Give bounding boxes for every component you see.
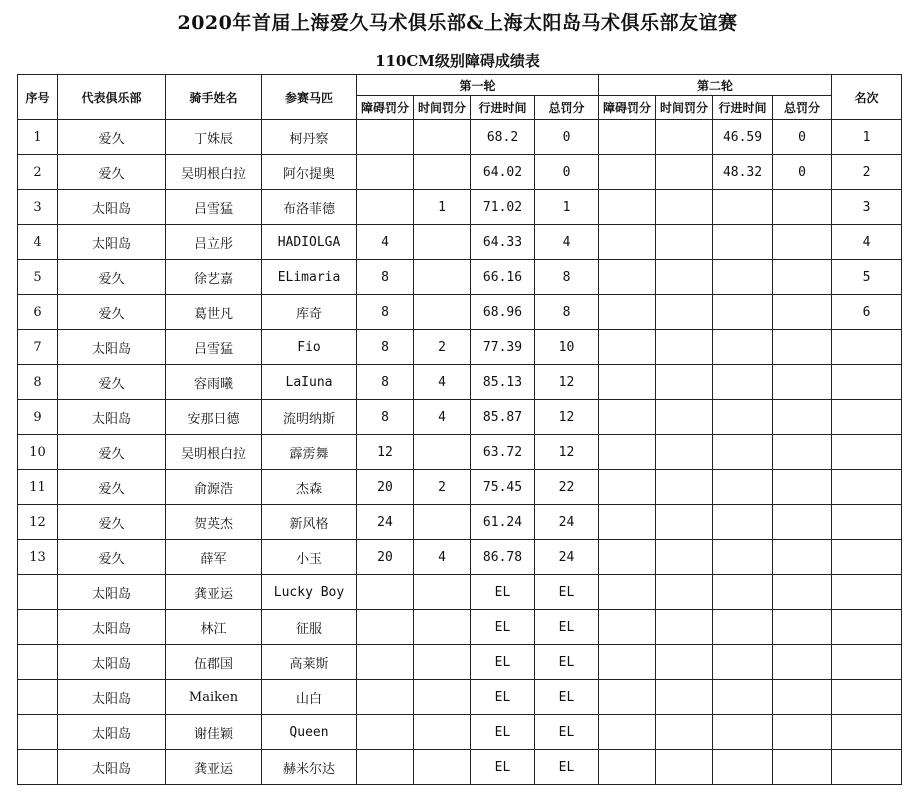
cell-r1-obs bbox=[357, 575, 414, 610]
table-row bbox=[18, 330, 902, 365]
cell-r1-obs: 8 bbox=[357, 400, 414, 435]
cell-r1-time bbox=[414, 750, 471, 785]
cell-club: 爱久 bbox=[58, 470, 166, 505]
header-rider: 骑手姓名 bbox=[166, 75, 262, 120]
cell-r2-total bbox=[773, 540, 832, 575]
cell-horse: 布洛菲德 bbox=[262, 190, 357, 225]
cell-r1-travel: EL bbox=[471, 575, 535, 610]
cell-rank bbox=[832, 610, 902, 645]
cell-r1-travel: 61.24 bbox=[471, 505, 535, 540]
cell-horse: 新风格 bbox=[262, 505, 357, 540]
cell-r1-total: EL bbox=[535, 645, 599, 680]
header-r2-obstacle: 障碍罚分 bbox=[599, 96, 656, 120]
cell-club: 爱久 bbox=[58, 505, 166, 540]
cell-r1-time bbox=[414, 295, 471, 330]
cell-r2-total bbox=[773, 365, 832, 400]
cell-r2-total bbox=[773, 680, 832, 715]
cell-r1-obs bbox=[357, 155, 414, 190]
cell-r2-total bbox=[773, 260, 832, 295]
cell-no: 9 bbox=[18, 400, 58, 435]
cell-club: 爱久 bbox=[58, 435, 166, 470]
header-round-2: 第二轮 bbox=[599, 75, 832, 96]
cell-r2-time bbox=[656, 330, 713, 365]
cell-r2-time bbox=[656, 260, 713, 295]
cell-club: 太阳岛 bbox=[58, 750, 166, 785]
cell-no bbox=[18, 680, 58, 715]
cell-rider: 吴明根白拉 bbox=[166, 435, 262, 470]
cell-r1-travel: 68.2 bbox=[471, 120, 535, 155]
table-row bbox=[18, 680, 902, 715]
cell-r1-travel: EL bbox=[471, 750, 535, 785]
cell-r1-obs: 4 bbox=[357, 225, 414, 260]
cell-rider: 丁姝辰 bbox=[166, 120, 262, 155]
cell-no: 5 bbox=[18, 260, 58, 295]
cell-horse: 流明纳斯 bbox=[262, 400, 357, 435]
cell-r1-total: EL bbox=[535, 680, 599, 715]
cell-rider: 吴明根白拉 bbox=[166, 155, 262, 190]
table-body bbox=[18, 120, 902, 785]
cell-r2-obs bbox=[599, 295, 656, 330]
header-r1-travel-time: 行进时间 bbox=[471, 96, 535, 120]
cell-r2-total bbox=[773, 505, 832, 540]
header-r1-time-penalty: 时间罚分 bbox=[414, 96, 471, 120]
cell-rider: 林江 bbox=[166, 610, 262, 645]
cell-rider: 吕雪猛 bbox=[166, 190, 262, 225]
cell-r2-total bbox=[773, 330, 832, 365]
page-subtitle: 110CM级别障碍成绩表 bbox=[375, 52, 540, 70]
cell-r1-travel: 68.96 bbox=[471, 295, 535, 330]
page-title: 2020年首届上海爱久马术俱乐部&上海太阳岛马术俱乐部友谊赛 bbox=[177, 12, 738, 34]
cell-no: 12 bbox=[18, 505, 58, 540]
cell-horse: 高莱斯 bbox=[262, 645, 357, 680]
cell-r1-total: 10 bbox=[535, 330, 599, 365]
cell-r1-travel: EL bbox=[471, 610, 535, 645]
cell-r2-obs bbox=[599, 715, 656, 750]
cell-r1-time bbox=[414, 680, 471, 715]
table-row bbox=[18, 155, 902, 190]
cell-r2-travel bbox=[713, 260, 773, 295]
cell-r2-travel bbox=[713, 750, 773, 785]
cell-r2-obs bbox=[599, 155, 656, 190]
cell-horse: 霹雳舞 bbox=[262, 435, 357, 470]
cell-rank bbox=[832, 575, 902, 610]
cell-no bbox=[18, 750, 58, 785]
cell-r2-time bbox=[656, 540, 713, 575]
table-row bbox=[18, 120, 902, 155]
cell-r2-total bbox=[773, 190, 832, 225]
cell-horse: 征服 bbox=[262, 610, 357, 645]
cell-no: 6 bbox=[18, 295, 58, 330]
cell-club: 太阳岛 bbox=[58, 330, 166, 365]
cell-rank: 6 bbox=[832, 295, 902, 330]
cell-rank bbox=[832, 645, 902, 680]
cell-club: 爱久 bbox=[58, 155, 166, 190]
cell-r2-total bbox=[773, 435, 832, 470]
cell-r1-total: 22 bbox=[535, 470, 599, 505]
cell-rider: 徐艺嘉 bbox=[166, 260, 262, 295]
cell-r2-travel bbox=[713, 365, 773, 400]
cell-r2-obs bbox=[599, 680, 656, 715]
cell-r2-travel bbox=[713, 680, 773, 715]
cell-r1-time bbox=[414, 225, 471, 260]
cell-r1-obs bbox=[357, 610, 414, 645]
cell-r1-obs: 24 bbox=[357, 505, 414, 540]
cell-r2-obs bbox=[599, 575, 656, 610]
cell-r1-travel: 86.78 bbox=[471, 540, 535, 575]
cell-no: 8 bbox=[18, 365, 58, 400]
table-row bbox=[18, 610, 902, 645]
cell-no bbox=[18, 575, 58, 610]
cell-r1-total: 12 bbox=[535, 435, 599, 470]
cell-r2-obs bbox=[599, 400, 656, 435]
table-row bbox=[18, 540, 902, 575]
cell-club: 爱久 bbox=[58, 260, 166, 295]
cell-r2-total bbox=[773, 400, 832, 435]
cell-horse: LaIuna bbox=[262, 365, 357, 400]
cell-no: 4 bbox=[18, 225, 58, 260]
table-row bbox=[18, 575, 902, 610]
cell-r1-total: 4 bbox=[535, 225, 599, 260]
cell-rider: Maiken bbox=[166, 680, 262, 715]
cell-r1-obs bbox=[357, 715, 414, 750]
cell-horse: HADIOLGA bbox=[262, 225, 357, 260]
cell-r1-time: 4 bbox=[414, 540, 471, 575]
cell-r1-total: EL bbox=[535, 610, 599, 645]
table-row bbox=[18, 470, 902, 505]
cell-r1-obs: 8 bbox=[357, 295, 414, 330]
cell-r2-total bbox=[773, 575, 832, 610]
cell-r2-travel: 48.32 bbox=[713, 155, 773, 190]
table-row bbox=[18, 505, 902, 540]
cell-r1-time bbox=[414, 610, 471, 645]
cell-r2-total: 0 bbox=[773, 155, 832, 190]
cell-r1-time bbox=[414, 260, 471, 295]
table-row bbox=[18, 750, 902, 785]
cell-r2-travel bbox=[713, 470, 773, 505]
cell-horse: Queen bbox=[262, 715, 357, 750]
cell-r2-travel bbox=[713, 715, 773, 750]
cell-r1-obs bbox=[357, 120, 414, 155]
results-table bbox=[17, 74, 902, 785]
cell-rank bbox=[832, 435, 902, 470]
cell-r1-time bbox=[414, 645, 471, 680]
cell-r1-time: 1 bbox=[414, 190, 471, 225]
cell-rider: 龚亚运 bbox=[166, 750, 262, 785]
header-r2-time-penalty: 时间罚分 bbox=[656, 96, 713, 120]
cell-r2-travel bbox=[713, 400, 773, 435]
header-r1-obstacle: 障碍罚分 bbox=[357, 96, 414, 120]
cell-r2-time bbox=[656, 400, 713, 435]
cell-r2-time bbox=[656, 470, 713, 505]
cell-r2-time bbox=[656, 190, 713, 225]
table-row bbox=[18, 365, 902, 400]
cell-rank bbox=[832, 505, 902, 540]
cell-club: 爱久 bbox=[58, 540, 166, 575]
cell-club: 爱久 bbox=[58, 295, 166, 330]
cell-r2-time bbox=[656, 680, 713, 715]
cell-r2-obs bbox=[599, 435, 656, 470]
cell-r1-obs bbox=[357, 680, 414, 715]
cell-r2-travel bbox=[713, 295, 773, 330]
cell-r1-obs bbox=[357, 190, 414, 225]
cell-club: 太阳岛 bbox=[58, 225, 166, 260]
cell-no bbox=[18, 610, 58, 645]
cell-r2-obs bbox=[599, 470, 656, 505]
cell-rider: 吕雪猛 bbox=[166, 330, 262, 365]
cell-r2-obs bbox=[599, 750, 656, 785]
cell-r1-obs: 8 bbox=[357, 330, 414, 365]
cell-r2-time bbox=[656, 295, 713, 330]
cell-r2-obs bbox=[599, 330, 656, 365]
cell-r2-travel bbox=[713, 505, 773, 540]
cell-rider: 薛军 bbox=[166, 540, 262, 575]
cell-horse: Fio bbox=[262, 330, 357, 365]
cell-r2-obs bbox=[599, 365, 656, 400]
cell-r1-total: 1 bbox=[535, 190, 599, 225]
cell-r1-total: EL bbox=[535, 715, 599, 750]
cell-r1-obs: 20 bbox=[357, 540, 414, 575]
cell-rider: 吕立彤 bbox=[166, 225, 262, 260]
cell-r2-total bbox=[773, 715, 832, 750]
cell-r1-travel: EL bbox=[471, 680, 535, 715]
header-no: 序号 bbox=[18, 75, 58, 120]
cell-rank bbox=[832, 715, 902, 750]
cell-r1-total: 24 bbox=[535, 505, 599, 540]
table-row bbox=[18, 260, 902, 295]
cell-horse: 杰森 bbox=[262, 470, 357, 505]
cell-r2-travel bbox=[713, 645, 773, 680]
cell-r2-travel bbox=[713, 435, 773, 470]
cell-rank bbox=[832, 330, 902, 365]
table-header bbox=[18, 75, 902, 120]
cell-r1-obs: 8 bbox=[357, 260, 414, 295]
table-row bbox=[18, 295, 902, 330]
cell-r2-travel bbox=[713, 610, 773, 645]
cell-no: 10 bbox=[18, 435, 58, 470]
header-r1-total: 总罚分 bbox=[535, 96, 599, 120]
cell-r1-travel: 63.72 bbox=[471, 435, 535, 470]
cell-rider: 龚亚运 bbox=[166, 575, 262, 610]
cell-r2-total bbox=[773, 610, 832, 645]
table-row bbox=[18, 190, 902, 225]
cell-r2-obs bbox=[599, 120, 656, 155]
cell-r1-total: 0 bbox=[535, 155, 599, 190]
cell-r2-travel: 46.59 bbox=[713, 120, 773, 155]
cell-rank: 1 bbox=[832, 120, 902, 155]
table-row bbox=[18, 225, 902, 260]
cell-r2-obs bbox=[599, 260, 656, 295]
cell-rank bbox=[832, 750, 902, 785]
cell-r2-travel bbox=[713, 225, 773, 260]
cell-horse: Lucky Boy bbox=[262, 575, 357, 610]
cell-r2-time bbox=[656, 155, 713, 190]
cell-horse: 山白 bbox=[262, 680, 357, 715]
cell-rider: 俞源浩 bbox=[166, 470, 262, 505]
cell-no bbox=[18, 715, 58, 750]
cell-rank bbox=[832, 400, 902, 435]
cell-r1-travel: 66.16 bbox=[471, 260, 535, 295]
cell-r1-total: 8 bbox=[535, 260, 599, 295]
cell-r1-time bbox=[414, 505, 471, 540]
cell-no: 13 bbox=[18, 540, 58, 575]
cell-r1-time: 4 bbox=[414, 400, 471, 435]
cell-r1-travel: 77.39 bbox=[471, 330, 535, 365]
cell-r1-travel: 85.13 bbox=[471, 365, 535, 400]
cell-r2-travel bbox=[713, 330, 773, 365]
cell-horse: 小玉 bbox=[262, 540, 357, 575]
cell-no bbox=[18, 645, 58, 680]
cell-rank: 4 bbox=[832, 225, 902, 260]
cell-r2-time bbox=[656, 575, 713, 610]
cell-r1-time bbox=[414, 575, 471, 610]
cell-r1-travel: 71.02 bbox=[471, 190, 535, 225]
cell-r2-total bbox=[773, 645, 832, 680]
cell-r2-total bbox=[773, 225, 832, 260]
cell-horse: ELimaria bbox=[262, 260, 357, 295]
cell-r1-total: 12 bbox=[535, 400, 599, 435]
cell-r2-time bbox=[656, 365, 713, 400]
cell-club: 太阳岛 bbox=[58, 715, 166, 750]
cell-r2-obs bbox=[599, 610, 656, 645]
header-r2-travel-time: 行进时间 bbox=[713, 96, 773, 120]
table-row bbox=[18, 435, 902, 470]
cell-r2-time bbox=[656, 120, 713, 155]
cell-r1-total: 8 bbox=[535, 295, 599, 330]
cell-rank bbox=[832, 540, 902, 575]
cell-club: 太阳岛 bbox=[58, 190, 166, 225]
cell-r2-total: 0 bbox=[773, 120, 832, 155]
cell-r2-travel bbox=[713, 190, 773, 225]
cell-r2-time bbox=[656, 505, 713, 540]
cell-r2-total bbox=[773, 750, 832, 785]
cell-no: 1 bbox=[18, 120, 58, 155]
cell-r2-obs bbox=[599, 645, 656, 680]
cell-rank: 3 bbox=[832, 190, 902, 225]
cell-r1-travel: 64.02 bbox=[471, 155, 535, 190]
cell-club: 爱久 bbox=[58, 365, 166, 400]
cell-r1-time bbox=[414, 435, 471, 470]
cell-no: 11 bbox=[18, 470, 58, 505]
cell-club: 太阳岛 bbox=[58, 680, 166, 715]
cell-r2-obs bbox=[599, 225, 656, 260]
cell-rider: 葛世凡 bbox=[166, 295, 262, 330]
cell-horse: 库奇 bbox=[262, 295, 357, 330]
cell-no: 3 bbox=[18, 190, 58, 225]
cell-r1-travel: 64.33 bbox=[471, 225, 535, 260]
cell-r1-obs: 20 bbox=[357, 470, 414, 505]
header-r2-total: 总罚分 bbox=[773, 96, 832, 120]
cell-horse: 阿尔提奥 bbox=[262, 155, 357, 190]
cell-club: 太阳岛 bbox=[58, 400, 166, 435]
cell-rank bbox=[832, 470, 902, 505]
cell-rider: 谢佳颖 bbox=[166, 715, 262, 750]
cell-r1-obs bbox=[357, 750, 414, 785]
cell-no: 2 bbox=[18, 155, 58, 190]
cell-club: 太阳岛 bbox=[58, 575, 166, 610]
cell-horse: 赫米尔达 bbox=[262, 750, 357, 785]
cell-club: 太阳岛 bbox=[58, 610, 166, 645]
cell-r2-time bbox=[656, 715, 713, 750]
cell-club: 太阳岛 bbox=[58, 645, 166, 680]
cell-r1-travel: EL bbox=[471, 645, 535, 680]
cell-r1-time bbox=[414, 715, 471, 750]
cell-r2-obs bbox=[599, 505, 656, 540]
cell-r1-time: 2 bbox=[414, 330, 471, 365]
cell-r1-travel: 85.87 bbox=[471, 400, 535, 435]
cell-r2-travel bbox=[713, 540, 773, 575]
header-horse: 参赛马匹 bbox=[262, 75, 357, 120]
header-club: 代表俱乐部 bbox=[58, 75, 166, 120]
cell-r1-obs: 8 bbox=[357, 365, 414, 400]
cell-r2-time bbox=[656, 435, 713, 470]
cell-r1-obs: 12 bbox=[357, 435, 414, 470]
cell-rider: 贺英杰 bbox=[166, 505, 262, 540]
cell-no: 7 bbox=[18, 330, 58, 365]
cell-r1-obs bbox=[357, 645, 414, 680]
cell-r2-time bbox=[656, 645, 713, 680]
cell-rank bbox=[832, 680, 902, 715]
cell-horse: 柯丹察 bbox=[262, 120, 357, 155]
cell-rider: 安那日德 bbox=[166, 400, 262, 435]
cell-r1-total: EL bbox=[535, 750, 599, 785]
table-row bbox=[18, 400, 902, 435]
header-round-1: 第一轮 bbox=[357, 75, 599, 96]
cell-r1-time bbox=[414, 155, 471, 190]
cell-r1-total: EL bbox=[535, 575, 599, 610]
table-row bbox=[18, 645, 902, 680]
cell-rank: 5 bbox=[832, 260, 902, 295]
cell-r2-total bbox=[773, 295, 832, 330]
cell-r2-time bbox=[656, 225, 713, 260]
cell-r1-total: 0 bbox=[535, 120, 599, 155]
cell-rider: 伍郡国 bbox=[166, 645, 262, 680]
cell-r1-travel: 75.45 bbox=[471, 470, 535, 505]
cell-r1-travel: EL bbox=[471, 715, 535, 750]
cell-rank bbox=[832, 365, 902, 400]
cell-r2-total bbox=[773, 470, 832, 505]
cell-r2-time bbox=[656, 750, 713, 785]
cell-r1-total: 24 bbox=[535, 540, 599, 575]
cell-r1-time: 2 bbox=[414, 470, 471, 505]
cell-r2-travel bbox=[713, 575, 773, 610]
cell-rider: 容雨曦 bbox=[166, 365, 262, 400]
cell-r2-obs bbox=[599, 190, 656, 225]
cell-r1-total: 12 bbox=[535, 365, 599, 400]
cell-r2-time bbox=[656, 610, 713, 645]
header-rank: 名次 bbox=[832, 75, 902, 120]
cell-r1-time: 4 bbox=[414, 365, 471, 400]
cell-club: 爱久 bbox=[58, 120, 166, 155]
cell-r1-time bbox=[414, 120, 471, 155]
cell-r2-obs bbox=[599, 540, 656, 575]
cell-rank: 2 bbox=[832, 155, 902, 190]
table-row bbox=[18, 715, 902, 750]
